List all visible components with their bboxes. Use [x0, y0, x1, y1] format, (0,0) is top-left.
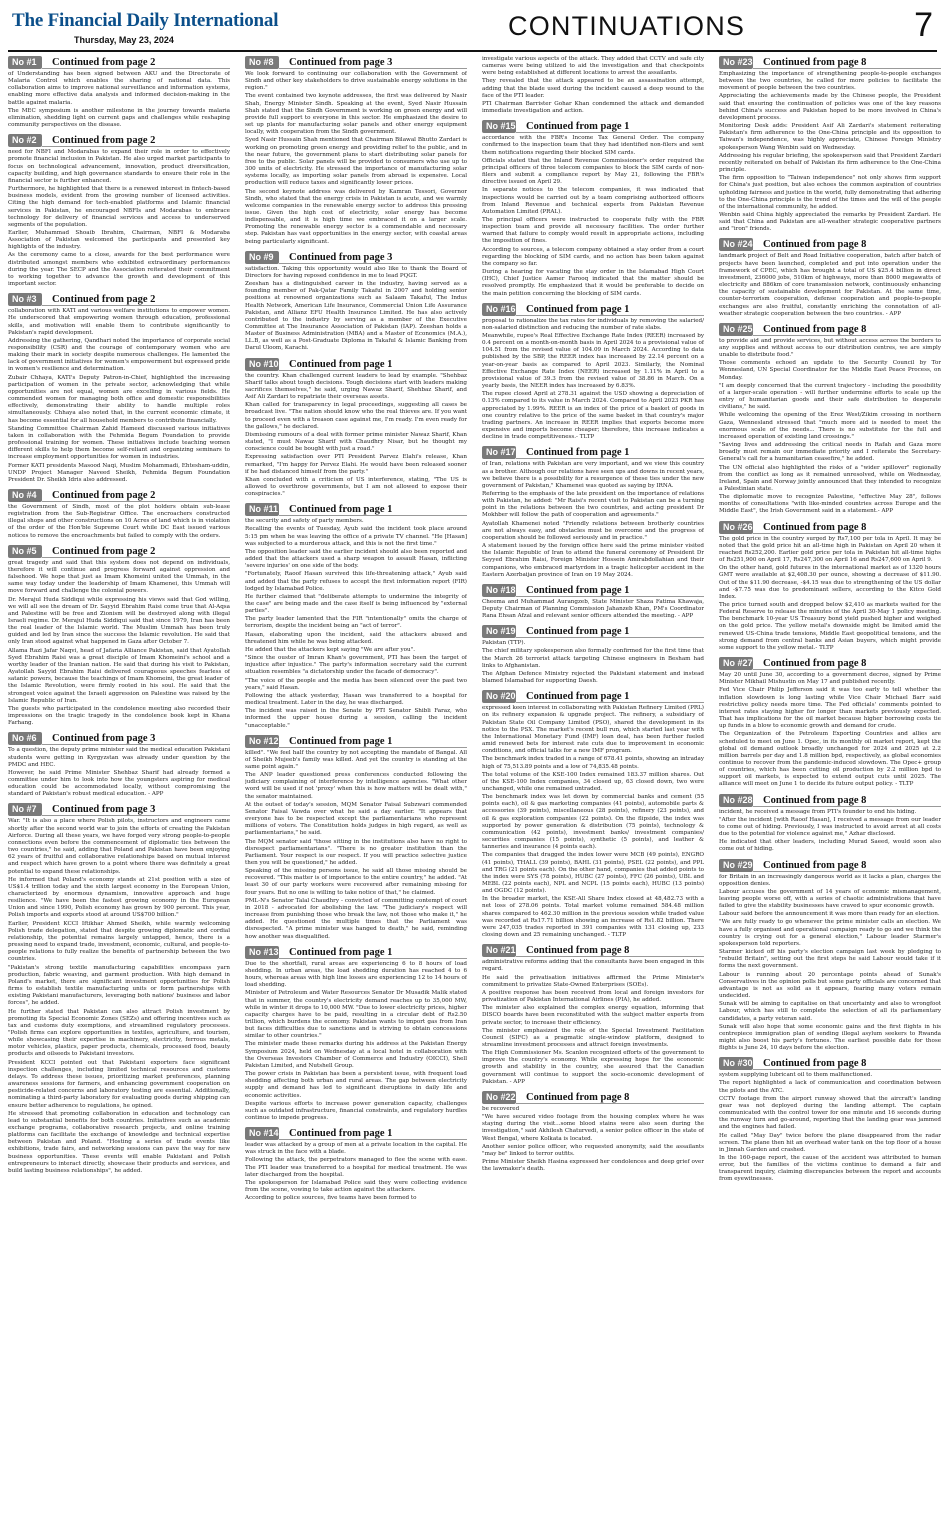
- article-header: [245, 735, 467, 748]
- paragraph: The power crisis in Pakistan has been a persistent issue, with frequent load shedding affecting both urban and rural areas. The gap between electricity supply and demand has led to significant disruptions in daily life and economic activities.: [245, 1071, 467, 1099]
- article-body: [8, 818, 230, 1175]
- paragraph: While welcoming the opening of the Erez West/Zikim crossing in northern Gaza, Wennesland stressed that "much more aid is needed to meet the enormous scale of the needs... There is no substitute for the full and increased operation of existing land crossings.": [719, 412, 941, 440]
- article-body: [245, 961, 467, 1122]
- paragraph: The ANP leader questioned press conferences conducted following the judiciary complaining of interference by intelligence agencies. "What other word will be used if not 'proxy' when this is how matters will be dealt with," the senator maintained.: [245, 772, 467, 800]
- continuation-article: [245, 503, 467, 730]
- continuation-article: [245, 56, 467, 247]
- continuation-article: [482, 584, 704, 621]
- article-body: [482, 705, 704, 939]
- paragraph: The price turned south and dropped below $2,410 as markets waited for the Federal Reserve to release the minutes of the April 30-May 1 policy meeting. The benchmark 10-year US Treasury bond yield pushed higher and weighed on the gold price. The yellow metal's downside might be limited amid the renewed US-China trade tensions, Middle East geopolitical tensions, and the strong demand from central banks and Asian buyers, which might provide some support to the yellow metal.- TLTP: [719, 602, 941, 651]
- paragraph: Addressing his regular briefing, the spokesperson said that President Zardari recently reiterated on behalf of Pakistan its firm adherence to the One-China principle.: [719, 152, 941, 174]
- article-number-badge: No #27: [719, 657, 753, 670]
- article-body: [245, 518, 467, 729]
- article-body: [719, 874, 941, 1053]
- paragraph: We look forward to continuing our collaboration with the Government of Sindh and other key stakeholders to drive sustainable energy solutions in the region.": [245, 71, 467, 92]
- paragraph: the Government of Sindh, most of the plot holders obtain sub-lease registration from the Sub-Registrar Office. The encroachers constructed illegal shops and other constructions on 10 Acres of land which is in violation of the order of the Hon'ble Supreme Court while DC East issued various notices to remove the encroachments but failed to comply with the orders.: [8, 503, 230, 539]
- article-body: [719, 71, 941, 233]
- article-body: [8, 71, 230, 129]
- article-header: [482, 1091, 704, 1104]
- article-number-badge: No #21: [482, 944, 516, 957]
- paragraph: A statement issued by the foreign office here said the prime minister visited the Islamic Republic of Iran to attend the funeral ceremony of President Dr Seyyed Ebrahim Raisi, Foreign Minister Hossein Amirabdollahian and their companions, who embraced martyrdom in a tragic helicopter accident in the Eastern Azerbaijan province of Iran on 19 May 2024.: [482, 543, 704, 578]
- paragraph: The Afghan Defence Ministry rejected the Pakistani statement and instead blamed Islamabad for supporting Daesh.: [482, 670, 704, 685]
- article-number-badge: No #13: [245, 946, 279, 959]
- paragraph: The second keynote address was delivered by Kamran Tessori, Governor Sindh, who stated that the energy crisis in Pakistan is acute, and we warmly welcome companies in the renewable energy sector to address this pressing issue. Given the high cost of electricity, solar energy has become indispensable, and it is high time we embraced it on a larger scale. Promoting the renewable energy sector is a commendable and necessary step. Pakistan has vast opportunities in the energy sector, with coastal areas being particularly significant.: [245, 188, 467, 245]
- paragraph: Earlier, President KCCI Iftikhar Ahmed Sheikh, while warmly welcoming Polish trade delegation, stated that despite growing diplomatic and cordial relationship, the potential remains largely untapped, hence, there is a pressing need to expand trade, investment, economic, cultural, and people-to-people relations to fully realize the benefits of partnership between the two countries.: [8, 920, 230, 963]
- article-number-badge: No #4: [8, 489, 42, 502]
- paragraph: In the 160-page report, the cause of the accident was attributed to human error, but the families of the victims continue to demand a fair and transparent inquiry, claiming discrepancies between the report and accounts from eyewitnesses.: [719, 1155, 941, 1183]
- article-header: [719, 238, 941, 251]
- article-header: [245, 1127, 467, 1140]
- masthead: [8, 6, 937, 52]
- paragraph: the security and safety of party members.: [245, 518, 364, 525]
- paragraph: PTI Chairman Barrister Gohar Khan condemned the attack and demanded immediate investigation and action.: [482, 100, 704, 115]
- continuation-article: [8, 134, 230, 289]
- paragraph: Starmer kicked off his party's election campaign last week by pledging to "rebuild Britain", setting out the first steps he said Labour would take if it forms the next government.: [719, 949, 941, 970]
- continued-from-label: Continued from page 3: [279, 251, 467, 264]
- article-body: [482, 318, 704, 442]
- article-number-badge: No #9: [245, 251, 279, 264]
- paragraph: The firm opposition to "Taiwan independence" not only shows firm support for China's just position, but also echoes the common aspiration of countries upholding fairness and justice in the world, fully demonstrating that adhering to the One-China principle is the trend of the times and the will of the people of the international community, he added.: [719, 175, 941, 210]
- paragraph: incident, he received a message from PTI's founder to end his hiding.: [719, 808, 917, 815]
- continued-from-label: Continued from page 8: [753, 238, 941, 251]
- paragraph: "After the incident [with Raoof Hasan], I received a message from our leader to come out of hiding. Previously, I was instructed to avoid arrest at all costs due to the potential for violence against me," Azhar disclosed.: [719, 816, 941, 838]
- article-header: [8, 489, 230, 502]
- article-body: [245, 750, 467, 941]
- article-number-badge: No #22: [482, 1091, 516, 1104]
- continuation-article: [719, 323, 941, 517]
- article-body: [245, 373, 467, 499]
- paragraph: He said the privatisation initiatives affirmed the Prime Minister's commitment to privatize State-Owned Enterprises (SOEs).: [482, 974, 704, 988]
- article-header: [482, 690, 704, 703]
- paragraph: be recovered: [482, 1105, 520, 1112]
- paragraph: Emphasizing the importance of strengthening people-to-people exchanges between the two countries, he called for more policies to facilitate the movement of people between the two countries.: [719, 71, 941, 92]
- paragraph: To a question, the deputy prime minister said the medical education Pakistani students were getting in Kyrgyzstan was already under question by the PMDC and HEC.: [8, 747, 230, 768]
- paragraph: The companies that dragged the index lower were MCB (49 points), ENGRO (41 points), THALL (39 points), BAHL (31 points), PSEL (22 points), and PPL and TRG (21 points each). On the other hand, companies that added points to the index were SYS (78 points), HUBC (27 points), FFC (26 points), UBL and MEBL (22 points each), NPL and NCPL (15 points each), HUBC (13 points) and OGDC (12 points).: [482, 852, 704, 895]
- article-number-badge: No #5: [8, 545, 42, 558]
- paragraph: Khan called for transparency in legal proceedings, suggesting all cases be broadcast live. "The nation should know who the real thieves are. If you want to proceed even with a treason case against me, I'm ready. I'm even ready for the gallows," he declared.: [245, 402, 467, 430]
- continued-from-label: Continued from page 8: [753, 1057, 941, 1070]
- continuation-article: [719, 56, 941, 234]
- article-number-badge: No #20: [482, 690, 516, 703]
- paragraph: The incident was raised in the Senate by PTI Senator Shibli Faraz, who informed the upper house during a session, calling the incident "unacceptable.": [245, 708, 467, 729]
- paragraph: proposal to rationalize the tax rates for individuals by removing the salaried/ non-salaried distinction and reducing the number of rate slabs.: [482, 317, 704, 331]
- paragraph: Another senior police officer, who requested anonymity, said the assailants "may be" linked to terror outfits.: [482, 1143, 704, 1157]
- paragraph: Meanwhile, rupee's Real Effective Exchange Rate Index (REER) increased by 0.4 percent on a month-on-month basis in April 2024 to a provisional value of 104.51 from the revised value of 104.09 in March 2024. According to data published by the SBP, the REER index has increased by 22.14 percent on a year-on-year basis as compared to April 2023. Similarly, the Nominal Effective Exchange Rate Index (NEER) increased by 1.11% in April to a provisional value of 39.3 from the revised value of 38.86 in March. On a yearly basis, the NEER index has increased by 6.83%.: [482, 333, 704, 390]
- continuation-article: [719, 657, 941, 790]
- paragraph: The spokesperson for Islamabad Police said they were collecting evidence from the scene, vowing to take action against the attackers.: [245, 1179, 467, 1194]
- continuation-article: [245, 946, 467, 1123]
- continued-from-label: Continued from page 3: [42, 803, 230, 816]
- article-number-badge: No #23: [719, 56, 753, 69]
- paragraph: The principal officers were instructed to cooperate fully with the FBR inspection team and provide all necessary facilities. The order further warned that failure to comply would result in appropriate actions, including the imposition of fines.: [482, 216, 704, 245]
- paragraph: The High Commissioner Ms. Scanlon recognized efforts of the government to improve the country's economy. While expressing hope for the economic growth and stability in the country, she assured that the Canadian government will continue to support the socio-economic development of Pakistan. - APP: [482, 1050, 704, 1085]
- continuation-article: [8, 293, 230, 485]
- continuation-article: [8, 56, 230, 130]
- continuation-article: [482, 1091, 704, 1174]
- article-header: [482, 584, 704, 597]
- article-header: [482, 944, 704, 957]
- paragraph: Speaking of the missing persons issue, he said all those missing should be recovered. "This matter is of importance to the entire country," he added. "At least 30 of our party workers were recovered after remaining missing for four years. But no one is willing to take notice of that," he claimed.: [245, 868, 467, 896]
- paragraph: Dr. Merajul Huda Siddiqui while expressing his views said that God willing, we will all see the dream of Dr. Sayyid Ebrahim Raisi come true that Al-Aqsa and Palestine will be free and Zionism will be destroyed along with illegal Israeli regime. Dr. Merajul Huda Siddiqui said that since 1979, Iran has been the real leader of the Islamic world. The Muslim Ummah has been truly guided and led by Iran since the success the Islamic revolution. He said that only Iran stood against what happened in Gaza after October 7.: [8, 596, 230, 646]
- article-header: [482, 625, 704, 638]
- continuation-article: [482, 625, 704, 686]
- article-number-badge: No #1: [8, 56, 42, 69]
- article-number-badge: No #26: [719, 521, 753, 534]
- paragraph: accordance with the FBR's Income Tax General Order. The company confirmed to the inspection team that they had identified non-filers and sent them notifications regarding their blocked SIM cards.: [482, 135, 704, 156]
- continuation-article: [719, 859, 941, 1054]
- article-number-badge: No #11: [245, 503, 279, 516]
- continued-from-label: Continued from page 8: [753, 56, 941, 69]
- paragraph: investigate various aspects of the attack. They added that CCTV and safe city cameras were being utilized to aid the investigation and that checkpoints were being established at different locations to arrest the assailants.: [482, 56, 704, 77]
- paragraph: Hasan, elaborating upon the incident, said the attackers abused and threatened him while he was being attacked.: [245, 631, 467, 645]
- article-header: [719, 521, 941, 534]
- article-header: [8, 293, 230, 306]
- article-body: [482, 461, 704, 579]
- article-header: [8, 56, 230, 69]
- article-header: [719, 859, 941, 872]
- continuations-columns: [8, 56, 941, 1522]
- paragraph: The gold price in the country surged by Rs7,100 per tola in April. It may be noted that the gold price hit an all-time high in Pakistan on April 20 when it reached Rs252,200. Earlier gold price per tola in Pakistan hit all-time highs of Rs251,900 on April 17, Rs247,300 on April 16 and Rs247,600 on April 9.: [719, 535, 941, 564]
- continuation-article: [482, 120, 704, 298]
- continued-from-label: Continued from page 1: [279, 503, 467, 516]
- paragraph: The minister also explained the complex energy equation, informing that DISCO boards have been reconstituted with the subject matter experts from private sector, to increase their efficiency.: [482, 1005, 704, 1026]
- continuation-article: [482, 56, 704, 116]
- paragraph: of Iran, relations with Pakistan are very important, and we view this country as a brother. Although our relations have seen ups and downs in recent years, we believe there is a possibility for a resurgence of these ties under the new government of Pakistan," Khamenei was quoted as saying by IRNA.: [482, 461, 704, 489]
- article-number-badge: No #6: [8, 732, 42, 745]
- paragraph: Sunak will also hope that some economic gains and the first flights in his centrepiece immigration plan of sending illegal asylum seekers to Rwanda might also boost his party's fortunes. The earliest possible date for those flights is June 24, 10 days before the election.: [719, 1023, 941, 1052]
- continued-from-label: Continued from page 2: [42, 56, 230, 69]
- paragraph: Recalling the events of Tuesday, Ayub said the incident took place around 5:15 pm when he was leaving the office of a private TV channel. "He [Hasan] was subjected to a murderous attack, and this is not the first time.": [245, 526, 467, 547]
- paragraph: Cheema and Muhammad Aurangzeb, State Minister Shaza Fatima Khawaja, Deputy Chairman of Planning Commission Jahanzeb Khan, PM's Coordinator Rana Ehsan Afzal and relevant senior officers attended the meeting. - APP: [482, 598, 704, 620]
- continued-from-label: Continued from page 8: [753, 859, 941, 872]
- article-body: [8, 149, 230, 288]
- article-number-badge: No #29: [719, 859, 753, 872]
- article-body: [482, 599, 704, 620]
- paragraph: At the outset of today's session, MQM Senator Faisal Subzwari commended Senator Faisal Vawda over what he said a day earlier. "It appears that everyone has to be respected except the parliamentarians who represent millions of voters. The Constitution holds judges in high regard, as well as parliamentarians," he said.: [245, 801, 467, 837]
- continued-from-label: Continued from page 8: [753, 794, 941, 807]
- continuation-article: [719, 238, 941, 318]
- paragraph: need for NBFI and Modarabas to expand their role in order to effectively promote financial inclusion in Pakistan. He also urged market participants to focus on technological advancement, innovation, product diversification, capacity building, and high governance standards to ensure their role in the financial sector is further enhanced.: [8, 149, 230, 184]
- paragraph: May 20 until June 30, according to a government decree, signed by Prime Minister Mikhail Mishustin on May 17 and published recently.: [719, 672, 941, 686]
- paragraph: collaboration with KATI and various welfare institutions to empower women. He underscored that empowering women through education, professional skills, and motivation will enable them to contribute significantly to Pakistan's rapid development.: [8, 308, 230, 336]
- article-number-badge: No #18: [482, 584, 516, 597]
- article-number-badge: No #28: [719, 794, 753, 807]
- continued-from-label: Continued from page 8: [753, 657, 941, 670]
- article-number-badge: No #15: [482, 120, 516, 133]
- article-header: [8, 134, 230, 147]
- paragraph: landmark project of Belt and Road Initiative cooperation, batch after batch of projects have been launched, completed and put into operation under the framework of CPEC, which has brought a total of US $25.4 billion in direct investment, 236000 jobs, 510km of highways, more than 8000 megawatts of electricity and 886km of core transmission network, continuously enhancing the capacity of sustainable development for Pakistan. At the same time, counter-terrorism cooperation, defense cooperation and people-to-people exchanges are also fruitful, constantly enriching the connotation of all-weather strategic cooperation between the two countries. - APP: [719, 253, 941, 317]
- continued-from-label: Continued from page 8: [753, 323, 941, 336]
- continued-from-label: Continued from page 1: [516, 584, 704, 597]
- article-number-badge: No #2: [8, 134, 42, 147]
- article-number-badge: No #17: [482, 446, 516, 459]
- paragraph: "We have secured video footage from the housing complex where he was staying during the visit...some blood stains were also seen during the investigation," said Akhilesh Chaturvedi, a senior police officer in the state of West Bengal, where Kolkata is located.: [482, 1114, 704, 1142]
- paragraph: The Organization of the Petroleum Exporting Countries and allies are scheduled to meet on June 1. Opec, in its monthly oil market report, kept the global oil demand outlook broadly unchanged for 2024 and 2025 at 2.2 million barrels per day and 1.8 million bpd, respectively, as global economies continue to recover from the pandemic-induced slowdown. The Opec+ group of countries, which has been cutting oil production by 2.2 million bpd to support oil markets, is expected to extend output cuts until 2025. The alliance will meet on June 1 to decide its future output policy. - TLTP: [719, 731, 941, 788]
- continuation-article: [8, 732, 230, 799]
- continued-from-label: Continued from page 3: [42, 732, 230, 745]
- article-body: [482, 959, 704, 1086]
- paragraph: Allama Razi Jafar Naqvi, head of Jafaria Alliance Pakistan, said that Ayatollah Syed Ebrahim Raisi was a great disciple of Imam Khomeini's school and a worthy leader of the Iranian nation. He said that during his visit to Pakistan, Ayatollah Sayyid Ebrahim Raisi delivered courageous speeches fearless of satanic powers, because the teachings of Imam Khomeini, the great leader of the Islamic Revolution, were firmly rooted in his soul. He said that the strongest voice against the Israeli aggression on Palestine was raised by the Islamic Republic of Iran.: [8, 647, 230, 704]
- paragraph: CCTV footage from the airport runway showed that the aircraft's landing gear was not deployed during the landing attempt. The captain communicated with the control tower for one minute and 16 seconds during the runway turn and go-around, reporting that the landing gear was jammed and the engines had failed.: [719, 1095, 941, 1131]
- article-header: [719, 657, 941, 670]
- continuation-article: [719, 521, 941, 654]
- article-number-badge: No #16: [482, 303, 516, 316]
- article-body: [719, 338, 941, 516]
- paragraph: The benchmark index traded in a range of 678.41 points, showing an intraday high of 75,513.89 points and a low of 74,835.48 points.: [482, 756, 704, 770]
- article-number-badge: No #8: [245, 56, 279, 69]
- paragraph: A positive response has been received from local and foreign investors for privatization of Pakistan International Airlines (PIA), he added.: [482, 989, 704, 1004]
- paragraph: Prime Minister Sheikh Hasina expressed her condolences and deep grief over the lawmaker's death.: [482, 1159, 704, 1173]
- paragraph: The UN official also highlighted the risks of a "wider spillover" regionally from the conflict as long as it remained unresolved, while on Wednesday, Ireland, Spain and Norway jointly announced that they intended to recognize a Palestinian state.: [719, 464, 941, 492]
- article-body: [8, 560, 230, 728]
- paragraph: In the broader market, the KSE-All Share Index closed at 48,482.73 with a net loss of 278.06 points. Total market volume remained 584.48 million shares compared to 462.30 million in the previous session while traded value was recorded at Rs17.71 billion showing an increase of Rs1.82 billion. There were 247,035 trades reported in 391 companies with 131 closing up, 233 closing down and 25 remaining unchanged. - TLTP: [482, 896, 704, 939]
- paragraph: satisfaction. Taking this opportunity would also like to thank the Board of Directors for having reposed confidence in me to lead PQGT.: [245, 265, 467, 279]
- paragraph: "Saving lives and addressing the critical needs in Rafah and Gaza more broadly must remain our immediate priority and I reiterate the Secretary-General's call for a humanitarian ceasefire," he added.: [719, 442, 941, 463]
- article-body: [482, 1106, 704, 1173]
- paragraph: Wenbin said China highly appreciated the remarks by President Zardari. He said that China and Pakistan are all-weather strategic cooperative partners and "iron" friends.: [719, 211, 941, 233]
- continuation-article: [482, 944, 704, 1087]
- paragraph: He indicated that other leaders, including Murad Saeed, would soon also come out of hiding.: [719, 839, 941, 853]
- article-header: [245, 503, 467, 516]
- paragraph: PML-N's Senator Talal Chaudhry - convicted of committing contempt of court in 2018 - advocated for abolishing the law. "The judiciary's respect will increase from punishing those who break the law, not those who make it," he added. He questioned the multiple times that the Parliament was disrespected. "A prime minister was hanged to death," he said, reminding how another was disqualified.: [245, 897, 467, 940]
- paragraph: The MEC symposium is another milestone in the journey towards malaria elimination, shedding light on current gaps and challenges while reshaping community perspectives on the disease.: [8, 107, 230, 129]
- article-number-badge: No #24: [719, 238, 753, 251]
- article-header: [8, 545, 230, 558]
- paragraph: War. "It is also a place where Polish pilots, instructors and engineers came shortly after the second world war to join the efforts of creating the Pakistan Airforce. During all these years, we have forged very strong people-to-people connections even before the commencement of diplomatic ties between the two countries," he said, adding that Poland and Pakistan have been enjoying 62 years of fruitful and collaborative relationships based on mutual interest and respect which have grown to a point where there was definitely a great potential to expand these relationships.: [8, 818, 230, 875]
- article-body: [482, 640, 704, 685]
- paragraph: expressed keen interest in collaborating with Pakistan Refinery Limited (PRL) on its refinery expansion & upgrade project. The refinery, a subsidiary of Pakistan State Oil Company Limited (PSO), shared the development in its notice to the PSX. The market's recent bull run, which started last year with the International Monetary Fund (IMF) loan deal, has been further fueled amid renewed bets for interest rate cuts due to improvement in economic conditions, and official talks for a new IMF program.: [482, 705, 704, 755]
- continuation-article: [245, 735, 467, 942]
- paragraph: "I am deeply concerned that the current trajectory - including the possibility of a larger-scale operation - will further undermine efforts to scale up the entry of humanitarian goods and their safe distribution to desperate civilians," he said.: [719, 382, 941, 411]
- paragraph: The diplomatic move to recognize Palestine, "effective May 28", follows months of consultations "with like-minded countries across Europe and the Middle East", the Irish Government said in a statement.- APP: [719, 494, 941, 515]
- continuation-article: [8, 803, 230, 1176]
- paragraph: "We are fully ready to go whenever the prime minister calls an election. We have a fully organised and operational campaign ready to go and we think the country is crying out for a general election," Labour leader Starmer's spokesperson told reporters.: [719, 919, 941, 947]
- article-header: [482, 303, 704, 316]
- paragraph: for Britain in an increasingly dangerous world as it lacks a plan, charges the opposition denies.: [719, 873, 941, 887]
- section-title: CONTINUATIONS: [508, 11, 746, 41]
- article-body: [8, 747, 230, 798]
- paragraph: He added that the attackers kept saying "We are after you".: [245, 646, 415, 653]
- continued-from-label: Continued from page 2: [42, 545, 230, 558]
- paragraph: Fed Vice Chair Philip Jefferson said it was too early to tell whether the inflation slowdown is long lasting while Vice Chair Michael Barr said restrictive policy needs more time. The Fed officials' comments pointed to interest rates staying higher for longer than markets previously expected. That has implications for the oil market because higher borrowing costs tie up funds in a blow to economic growth and demand for crude.: [719, 687, 941, 730]
- article-number-badge: No #3: [8, 293, 42, 306]
- article-header: [482, 446, 704, 459]
- paragraph: "Since the ouster of Imran Khan's government, PTI has been the target of injustice after injustice." The party's information secretary said the current situation resembles "a dictatorship under the facade of democracy".: [245, 655, 467, 676]
- paragraph: Labour accuses the government of 14 years of economic mismanagement, leaving people worse off, with a series of chaotic administrations that have failed to give the stability businesses have craved to spur economic growth.: [719, 888, 941, 910]
- article-number-badge: No #19: [482, 625, 516, 638]
- article-body: [8, 504, 230, 540]
- paragraph: The total volume of the KSE-100 Index remained 183.37 million shares. Out of the KSE-100 Index companies, 34 closed up, 63 closed down, two were unchanged, while one remained untraded.: [482, 771, 704, 792]
- paragraph: Zubair Chhaya, KATI's Deputy Patron-in-Chief, highlighted the increasing participation of women in the private sector, acknowledging that while opportunities are not equal, women are excelling in various fields. He commended women for managing both office and domestic responsibilities effectively, demonstrating their ability to handle multiple roles simultaneously. Chhaya also noted that, in the current economic climate, it has become essential for all household members to contribute financially.: [8, 374, 230, 424]
- article-number-badge: No #7: [8, 803, 42, 816]
- paragraph: According to sources, a telecom company obtained a stay order from a court regarding the blocking of SIM cards, and no action has been taken against the company so far.: [482, 246, 704, 267]
- article-body: [245, 71, 467, 246]
- paragraph: In separate notices to the telecom companies, it was indicated that inspections would be carried out by a team comprising authorized officers from Inland Revenue and technical experts from Pakistan Revenue Automation Limited (PRAL).: [482, 187, 704, 215]
- continued-from-label: Continued from page 1: [279, 946, 467, 959]
- paragraph: The opposition leader said the earlier incident should also been reported and added that the attackers used a sharp weapon to assault Hasan, inflicting 'severe injuries' on one side of the body.: [245, 548, 467, 570]
- article-body: [719, 809, 941, 854]
- paragraph: Officials stated that the Inland Revenue Commissioner's order required the principal officers of three telecom companies to block the SIM cards of non-filers and submit a compliance report by May 21, following the FBR's directive issued on April 29.: [482, 157, 704, 186]
- paragraph: "Fortunately, Raoof Hasan survived this life-threatening attack," Ayub said and added that the party refuses to accept the first information report (FIR) lodged by Islamabad Police.: [245, 571, 467, 592]
- paragraph: Sunak will be aiming to capitalise on that uncertainty and also to wrongfoot Labour, which has still to complete the selection of all its parliamentary candidates, a party veteran said.: [719, 1001, 941, 1022]
- paragraph: Minister of Petroleum and Water Resources Senator Dr Musadik Malik stated that in summer, the country's electricity demand reaches up to 35,000 MW, while in winter it drops to 10,000 MW. "Due to lower electricity prices, higher capacity charges have to be paid, resulting in a circular debt of Rs2.50 trillion, which burdens the economy. Pakistan wants to import gas from Iran but faces difficulties due to sanctions and is striving to obtain concessions similar to other countries.": [245, 990, 467, 1040]
- article-number-badge: No #30: [719, 1057, 753, 1070]
- continuation-article: [482, 303, 704, 443]
- paragraph: Pakistan (TTP).: [482, 640, 526, 647]
- paragraph: The event contained two keynote addresses, the first was delivered by Nasir Shah, Energy Minister Sindh. Speaking at the event, Syed Nasir Hussain Shah stated that the Sindh Government is working on green energy and will provide full support to everyone in this sector. He emphasized the desire to set up plants for manufacturing solar panels and other energy equipment locally, with cooperation from the Sindh government.: [245, 93, 467, 136]
- continuation-article: [245, 358, 467, 500]
- paragraph: The report highlighted a lack of communication and coordination between the pilots and the ATC.: [719, 1080, 941, 1094]
- article-number-badge: No #25: [719, 323, 753, 336]
- paragraph: Furthermore, he highlighted that there is a renewed interest in fintech-based business models, evident from the growing number of licensed activities. Citing the high demand for tech-enabled platforms and Islamic financial services in Pakistan, he encouraged NBFIs and Modarabas to embrace technology for delivery of financial services and access to underserved segments of the population.: [8, 186, 230, 228]
- paragraph: Former KATI presidents Masood Naqi, Muslim Mohammadi, Ehtesham-uddin, UNDP Project Manager Naveed Sheikh, Fehmida Begum Foundation President Dr. Sheikh Idris also addressed.: [8, 462, 230, 483]
- paragraph: Zeeshan has a distinguished career in the industry, having served as a founding member of Pak-Qatar Family Takaful in 2007 and holding senior positions at renowned organizations such as Salaam Takaful, The Indus Health Network, American Life Insurance, Commercial Union Life Assurance Pakistan, and Allianz EFU Health Insurance Limited. He has also actively contributed to the industry by serving as a member of the Executive Committee at The Insurance Association of Pakistan (IAP). Zeeshan holds a Master of Business Administration (MBA) and a Master of Economics (M.A.), LL.B, as well as a Post-Graduate Diploma in Takaful & Islamic Banking from Darul Uloom, Karachi.: [245, 281, 467, 352]
- article-header: [245, 251, 467, 264]
- article-header: [8, 732, 230, 745]
- article-body: [245, 1142, 467, 1202]
- paragraph: Standing Committee Chairman Zahid Hameed discussed various initiatives taken in collaboration with the Fehmida Begum Foundation to provide professional training for women. These initiatives include teaching women different skills to help them become self-reliant and organizing seminars to increase employment opportunities for women in industries.: [8, 425, 230, 461]
- paragraph: Referring to the emphasis of the late president on the importance of relations with Pakistan, he added: "Mr Raisi's recent visit to Pakistan can be a turning point in the relations between the two countries, and acting president Dr Mokhber will follow the path of cooperation and agreements.": [482, 490, 704, 519]
- article-body: [482, 56, 704, 115]
- paragraph: Syed Nasir Hussain Shah mentioned that Chairman Bilawal Bhutto Zardari is working on promoting green energy and providing relief to the public, and in the near future, the government plans to start distributing solar panels for free to the public. Solar panels will be provided to consumers who use up to 300 units of electricity. He stressed the importance of manufacturing solar systems locally, as importing solar panels from abroad is expensive. Local production will reduce taxes and significantly lower prices.: [245, 137, 467, 187]
- paragraph: Earlier, Muhammad Shoaib Ibrahim, Chairman, NBFI & Modaraba Association of Pakistan welcomed the participants and presented key highlights of the industry.: [8, 229, 230, 251]
- paragraph: great tragedy and said that this system does not depend on individuals, therefore it will continue and progress forward against oppression and falsehood. We hope that just as Imam Khomeini united the Ummah, in the same way today under the leadership of Imam Khamenei, this Ummah will move forward and challenge the colonial powers.: [8, 559, 230, 595]
- paragraph: The party leader lamented that the FIR "intentionally" omits the charge of terrorism, despite the incident being an "act of terror".: [245, 616, 467, 630]
- continuation-article: [8, 545, 230, 729]
- article-header: [719, 56, 941, 69]
- paragraph: Appreciating the achievements made by the Chinese people, the President said that ensuring the continuation of policies was one of the key reasons behind China's success and Pakistan hoped to be more involved in China's development process.: [719, 93, 941, 121]
- paragraph: "The voice of the people and the media has been silenced over the past two years," said Hasan.: [245, 677, 467, 691]
- paragraph: He informed that Poland's economy stands at 21st position with a size of US$1.4 trillion today and the sixth largest economy in the European Union, characterized by enormous dynamism, innovative approach and huge resilience. "We have been the fastest growing economy in the European Union and since 1990, Polish economy has grown by 900 percent. This year, Polish imports and exports stood at around US$700 billion.": [8, 876, 230, 919]
- continued-from-label: Continued from page 1: [279, 735, 467, 748]
- paragraph: During a hearing for vacating the stay order in the Islamabad High Court (IHC), Chief Justice Aamer Farooq indicated that the matter should be resolved promptly. He emphasized that it would be preferable to decide on the main petition concerning the blocking of SIM cards.: [482, 269, 704, 297]
- article-header: [719, 1057, 941, 1070]
- continuation-article: [719, 794, 941, 855]
- continued-from-label: Continued from page 3: [279, 56, 467, 69]
- column-3: [482, 56, 704, 1522]
- continuation-article: [482, 690, 704, 940]
- paragraph: The chief military spokesperson also formally confirmed for the first time that the March 26 terrorist attack targeting Chinese engineers in Besham had links to Afghanistan.: [482, 648, 704, 669]
- continued-from-label: Continued from page 1: [279, 358, 467, 371]
- paragraph: The benchmark index was let down by commercial banks and cement (55 points each), oil & gas marketing companies (41 points), automobile parts & accessories (39 points), miscellaneous (28 points), refinery (23 points), and oil & gas exploration companies (22 points). On the flipside, the index was supported by power generation & distribution (75 points), technology & communication (42 points), investment banks/ investment companies/ securities companies (15 points), synthetic (5 points), and leather & tanneries and insurance (4 points each).: [482, 794, 704, 851]
- paragraph: The guests who participated in the condolence meeting also recorded their impressions on the tragic tragedy in the condolence book kept in Khana Farhang.: [8, 705, 230, 727]
- paragraph: Labour is running about 20 percentage points ahead of Sunak's Conservatives in the opinion polls but some party officials are concerned that advantage is not as solid as it appears, fearing many voters remain undecided.: [719, 971, 941, 1000]
- article-body: [719, 253, 941, 317]
- continued-from-label: Continued from page 1: [516, 625, 704, 638]
- continued-from-label: Continued from page 2: [42, 134, 230, 147]
- continued-from-label: Continued from page 1: [516, 690, 704, 703]
- article-number-badge: No #12: [245, 735, 279, 748]
- paragraph: Dismissing rumours of a deal with former prime minister Nawaz Sharif, Khan stated, "I must Nawaz Sharif with Chaudhry Nisar, but he thought my conscience could be bought with just a road.": [245, 431, 467, 453]
- continued-from-label: Continued from page 2: [42, 489, 230, 502]
- paragraph: They revealed that the attack appeared to be an assassination attempt, adding that the blade used during the incident caused a deep wound to the face of the PTI leader.: [482, 78, 704, 99]
- paragraph: The rupee closed April at 278.31 against the USD showing a depreciation of 0.13% compared to its value in March 2024. Compared to April 2023 PKR has appreciated by 1.99%. REER is an index of the price of a basket of goods in one country relative to the price of the same basket in that country's major trading partners. An increase in REER implies that exports become more expensive and imports become cheaper; therefore, this increase indicates a decline in trade competitiveness.- TLTP: [482, 391, 704, 441]
- article-header: [245, 946, 467, 959]
- paragraph: to provide aid and provide services, but without access across the borders to any supplies and without access to our distribution centres, we are simply unable to distribute food.": [719, 337, 941, 359]
- continued-from-label: Continued from page 2: [42, 293, 230, 306]
- continuation-article: [245, 251, 467, 354]
- article-number-badge: No #10: [245, 358, 279, 371]
- continued-from-label: Continued from page 1: [516, 303, 704, 316]
- paragraph: Monitoring Desk adds: President Asif Ali Zardari's statement reiterating Pakistan's firm adherence to the One-China principle and its opposition to Taiwan's independence, was highly appreciate, Chinese Foreign Ministry spokesperson Wang Wenbin said on Wednesday.: [719, 123, 941, 151]
- paragraph: Due to the shortfall, rural areas are experiencing 6 to 8 hours of load shedding. In urban areas, the load shedding duration has reached 4 to 6 hours, whereas areas with high line losses are experiencing 12 to 14 hours of load shedding.: [245, 960, 467, 989]
- paragraph: the country. Khan challenged current leaders to lead by example. "Shehbaz Sharif talks about tough decisions. Tough decisions start with leaders making sacrifices themselves," he said, urging Nawaz Sharif, Shehbaz Sharif, and Asif Ali Zardari to repatriate their overseas assets.: [245, 372, 467, 401]
- paragraph: Khan concluded with a criticism of US interference, stating, "The US is allowed to overthrow governments, but I am not allowed to expose their conspiracies.": [245, 476, 467, 498]
- article-body: [482, 135, 704, 297]
- paragraph: of Understanding has been signed between AKU and the Directorate of Malaria Control which enables the sharing of national data. This collaboration aims to improve national surveillance and information systems, enabling more effective data analysis and informed decision-making in the battle against malaria.: [8, 71, 230, 106]
- paragraph: As the ceremony came to a close, awards for the best performance were distributed amongst members who exhibited extraordinary performances during the year. The SECP and the Association reiterated their commitment to working together to advance the growth and development of this important sector.: [8, 252, 230, 288]
- column-4: [719, 56, 941, 1522]
- paragraph: Labour said before the announcement it was more than ready for an election.: [719, 911, 940, 918]
- continued-from-label: Continued from page 8: [516, 1091, 704, 1104]
- article-header: [719, 794, 941, 807]
- paragraph: He further claimed that "deliberate attempts to undermine the integrity of the case" are being made and the case itself is being influenced by "external parties".: [245, 593, 467, 615]
- paragraph: According to police sources, five teams have been formed to: [245, 1195, 417, 1202]
- paragraph: He stressed that promoting collaboration in education and technology can lead to substantial benefits for both countries. Initiatives such as academic exchange programs, collaborative research projects, and online training platforms can facilitate the exchange of knowledge and technical expertise between Pakistan and Poland. "Hosting a series of trade events like exhibitions, trade fairs, and networking sessions can pave the way for new business opportunities. These events will enable Pakistani and Polish entrepreneurs to interact directly, showcase their products and services, and build lasting business relationships", he added.: [8, 1110, 230, 1174]
- paragraph: "Pakistan's strong textile manufacturing capabilities encompass yarn production, fabric weaving, and garment production. With high demand in Poland's market, there are significant investment opportunities for Polish firms to establish textile manufacturing units or form partnerships with existing Pakistani manufacturers, leveraging both nations' business and labor forces", he added.: [8, 964, 230, 1007]
- paragraph: Addressing the gathering, Qandhari noted the importance of corporate social responsibility (CSR) and the courage of contemporary women who are making their mark in society despite numerous challenges. He lamented the lack of government initiatives for women's empowerment but expressed pride in women's resilience and determination.: [8, 337, 230, 373]
- paragraph: He called "May Day" twice before the plane disappeared from the radar screen. The plane then hit an overhead water tank on the top floor of a house in Jinnah Garden and crashed.: [719, 1132, 941, 1153]
- continued-from-label: Continued from page 1: [516, 446, 704, 459]
- paragraph: Those comments echoed an update to the Security Council by Tor Wennesland, UN Special Coordinator for the Middle East Peace Process, on Monday.: [719, 360, 941, 381]
- article-body: [719, 672, 941, 789]
- paragraph: President KCCI pointed out that Pakistani exporters face significant inspection challenges, including limited technical resources and customs delays. To address these issues, prioritizing market preferences, planning awareness sessions for farmers, and enhancing government cooperation on pesticide-related concerns and laboratory testing are essential. Additionally, nominating a third-party laboratory for evaluating goods during shipping can ensure better adherence to regulations, he opined.: [8, 1059, 230, 1109]
- paragraph: killed". "We feel half the country by not accepting the mandate of Bangal. All of Sheikh Mujeeb's family was killed. And yet the country is standing at the same point again.": [245, 749, 467, 770]
- continued-from-label: Continued from page 1: [279, 1127, 467, 1140]
- continued-from-label: Continued from page 8: [753, 521, 941, 534]
- paragraph: The minister emphasized the role of the Special Investment Facilitation Council (SIFC) as a pragmatic single-window platform, designed to streamline investment processes and attract foreign investments.: [482, 1027, 704, 1048]
- article-header: [719, 323, 941, 336]
- article-body: [245, 266, 467, 353]
- paragraph: Following the attack, the perpetrators managed to flee the scene with ease. The PTI leader was transferred to a hospital for medical treatment. He was later discharged from the hospital.: [245, 1157, 467, 1178]
- article-header: [482, 120, 704, 133]
- article-header: [245, 358, 467, 371]
- continuation-article: [245, 1127, 467, 1203]
- continuation-article: [8, 489, 230, 541]
- column-1: [8, 56, 230, 1522]
- newspaper-brand: The Financial Daily International: [12, 10, 279, 31]
- article-body: [719, 1072, 941, 1183]
- page-number: 7: [914, 6, 933, 44]
- paragraph: Following the attack yesterday, Hasan was transferred to a hospital for medical treatment. Later in the day, he was discharged.: [245, 692, 467, 707]
- paragraph: The MQM senator said "those sitting in the institutions also have no right to disrespect parliamentarians". "There is no greater institution than the Parliament. Your respect is our respect. If you will practice selective justice then you will be questioned," he added.: [245, 838, 467, 866]
- paragraph: He further stated that Pakistan can also attract Polish investment by promoting its Special Economic Zones (SEZs) and offering incentives such as tax and customs duty exemptions, and streamlined regulatory processes. "Polish firms can explore opportunities in textiles, agriculture, and tourism, while showcasing their expertise in machinery, electricity, ferrous metals, motor vehicles, plastics, paper products, chemicals, processed food, beauty products and oilseeds to Pakistani investors.: [8, 1008, 230, 1058]
- continuation-article: [482, 446, 704, 580]
- paragraph: Ayatollah Khamenei noted "Friendly relations between brotherly countries are not always easy, and obstacles must be overcome and the progress of cooperation should be followed seriously and in practice.": [482, 520, 704, 541]
- continued-from-label: Continued from page 8: [516, 944, 704, 957]
- article-header: [245, 56, 467, 69]
- article-number-badge: No #14: [245, 1127, 279, 1140]
- paragraph: On the other hand, gold futures in the international market as of 1320 hours GMT were available at $2,408.30 per ounce, showing a decrease of $11.90. Out of the $11.90 decrease, -$4.15 was due to strengthening of the US dollar and -$7.75 was due to predominant sellers, according to the Kitco Gold Index.: [719, 565, 941, 600]
- paragraph: leader was attacked by a group of men at a private location in the capital. He was struck in the face with a blade.: [245, 1142, 467, 1156]
- continuation-article: [719, 1057, 941, 1184]
- publication-date: Thursday, May 23, 2024: [74, 35, 174, 45]
- paragraph: However, he said Prime Minister Shehbaz Sharif had already formed a committee under him to look into how the youngsters aspiring for medical education could be accommodated locally, without compromising the standard of Pakistan's robust medical education. - APP: [8, 769, 230, 798]
- article-body: [8, 308, 230, 484]
- paragraph: Despite various efforts to increase power generation capacity, challenges such as outdated infrastructure, financial constraints, and regulatory hurdles continue to impede progress.: [245, 1100, 467, 1121]
- paragraph: The minister made these remarks during his address at the Pakistan Energy Symposium 2024, held on Wednesday at a local hotel in collaboration with the Overseas Investors Chamber of Commerce and Industry (OICCI), Shell Pakistan Limited, and Nutshell Group.: [245, 1041, 467, 1069]
- continued-from-label: Continued from page 1: [516, 120, 704, 133]
- article-body: [719, 536, 941, 653]
- article-header: [8, 803, 230, 816]
- paragraph: Expressing satisfaction over PTI President Parvez Elahi's release, Khan remarked, "I'm happy for Pervez Elahi. He would have been released sooner if he had distanced himself from the party.": [245, 454, 467, 475]
- paragraph: administrative reforms adding that the consultants have been engaged in this regard.: [482, 959, 704, 973]
- paragraph: system supplying lubricant oil to them malfunctioned.: [719, 1072, 873, 1079]
- column-2: [245, 56, 467, 1522]
